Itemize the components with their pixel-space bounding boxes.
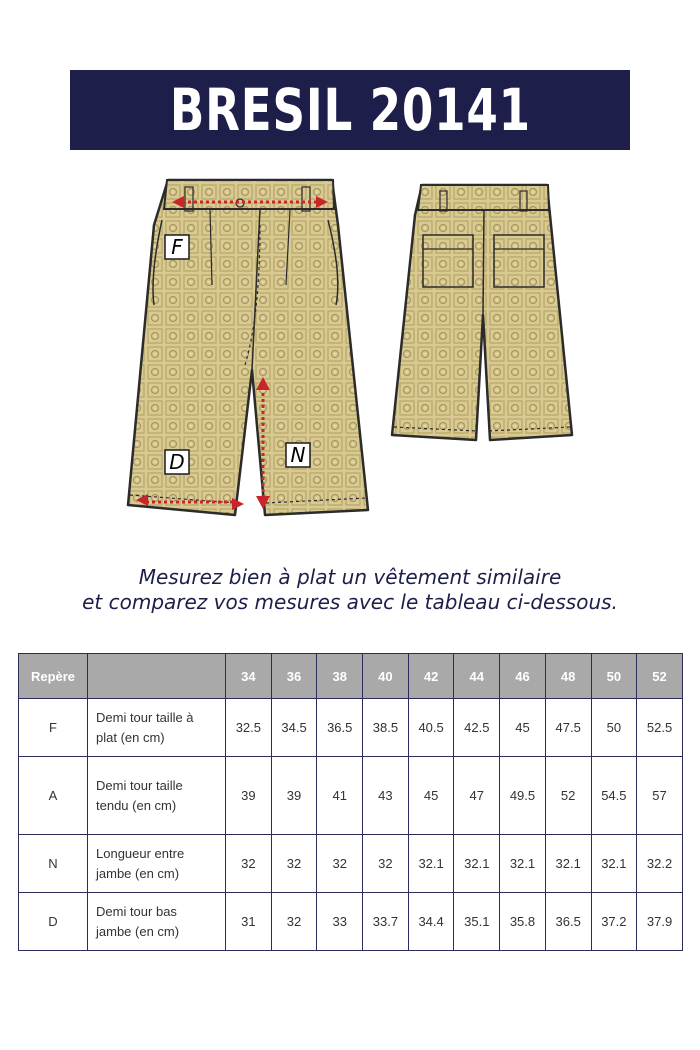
header-size: 40 <box>363 654 409 699</box>
table-cell: 36.5 <box>545 893 591 951</box>
header-size: 48 <box>545 654 591 699</box>
row-code: N <box>19 835 88 893</box>
table-header-row <box>19 654 683 699</box>
table-row <box>19 757 683 835</box>
table-cell: 31 <box>226 893 272 951</box>
table-cell: 36.5 <box>317 699 363 757</box>
table-cell: 43 <box>363 757 409 835</box>
table-cell: 32 <box>271 893 317 951</box>
table-cell: 32.1 <box>545 835 591 893</box>
table-row <box>19 835 683 893</box>
title-banner <box>70 70 630 150</box>
table-cell: 37.2 <box>591 893 637 951</box>
table-cell: 33.7 <box>363 893 409 951</box>
table-cell: 32 <box>271 835 317 893</box>
table-cell: 47 <box>454 757 500 835</box>
header-size: 52 <box>637 654 683 699</box>
table-cell: 32.1 <box>408 835 454 893</box>
page-title: BRESIL 20141 <box>169 76 531 144</box>
table-cell: 52 <box>545 757 591 835</box>
header-repere: Repère <box>19 654 88 699</box>
table-cell: 38.5 <box>363 699 409 757</box>
table-cell: 32.5 <box>226 699 272 757</box>
size-table <box>18 653 683 951</box>
header-size: 36 <box>271 654 317 699</box>
row-description: Longueur entre jambe (en cm) <box>88 835 226 893</box>
marker-d: D <box>169 450 185 474</box>
table-cell: 41 <box>317 757 363 835</box>
table-row <box>19 699 683 757</box>
table-cell: 45 <box>408 757 454 835</box>
table-row <box>19 893 683 951</box>
table-cell: 32.1 <box>454 835 500 893</box>
row-description: Demi tour bas jambe (en cm) <box>88 893 226 951</box>
header-size: 44 <box>454 654 500 699</box>
header-size: 34 <box>226 654 272 699</box>
table-cell: 33 <box>317 893 363 951</box>
marker-f: F <box>171 235 183 259</box>
instructions-line-2: et comparez vos mesures avec le tableau ci-dessous. <box>82 590 618 614</box>
header-size: 46 <box>500 654 546 699</box>
row-description: Demi tour taille tendu (en cm) <box>88 757 226 835</box>
measure-instructions <box>0 565 700 615</box>
table-cell: 39 <box>271 757 317 835</box>
table-cell: 34.4 <box>408 893 454 951</box>
table-cell: 42.5 <box>454 699 500 757</box>
table-cell: 32.1 <box>500 835 546 893</box>
table-cell: 32.2 <box>637 835 683 893</box>
header-size: 38 <box>317 654 363 699</box>
table-cell: 52.5 <box>637 699 683 757</box>
table-cell: 32.1 <box>591 835 637 893</box>
front-view <box>128 180 368 515</box>
row-code: D <box>19 893 88 951</box>
row-description: Demi tour taille à plat (en cm) <box>88 699 226 757</box>
row-code: A <box>19 757 88 835</box>
back-view <box>392 185 572 440</box>
table-cell: 40.5 <box>408 699 454 757</box>
table-cell: 35.1 <box>454 893 500 951</box>
shorts-drawing <box>110 165 590 535</box>
table-cell: 47.5 <box>545 699 591 757</box>
instructions-line-1: Mesurez bien à plat un vêtement similaire <box>138 565 562 589</box>
table-cell: 49.5 <box>500 757 546 835</box>
table-cell: 32 <box>317 835 363 893</box>
table-cell: 57 <box>637 757 683 835</box>
row-code: F <box>19 699 88 757</box>
header-size: 50 <box>591 654 637 699</box>
table-cell: 32 <box>226 835 272 893</box>
table-cell: 34.5 <box>271 699 317 757</box>
header-size: 42 <box>408 654 454 699</box>
table-cell: 54.5 <box>591 757 637 835</box>
table-cell: 39 <box>226 757 272 835</box>
table-cell: 32 <box>363 835 409 893</box>
table-cell: 45 <box>500 699 546 757</box>
marker-n: N <box>290 443 306 467</box>
header-description <box>88 654 226 699</box>
table-cell: 35.8 <box>500 893 546 951</box>
table-cell: 37.9 <box>637 893 683 951</box>
table-cell: 50 <box>591 699 637 757</box>
